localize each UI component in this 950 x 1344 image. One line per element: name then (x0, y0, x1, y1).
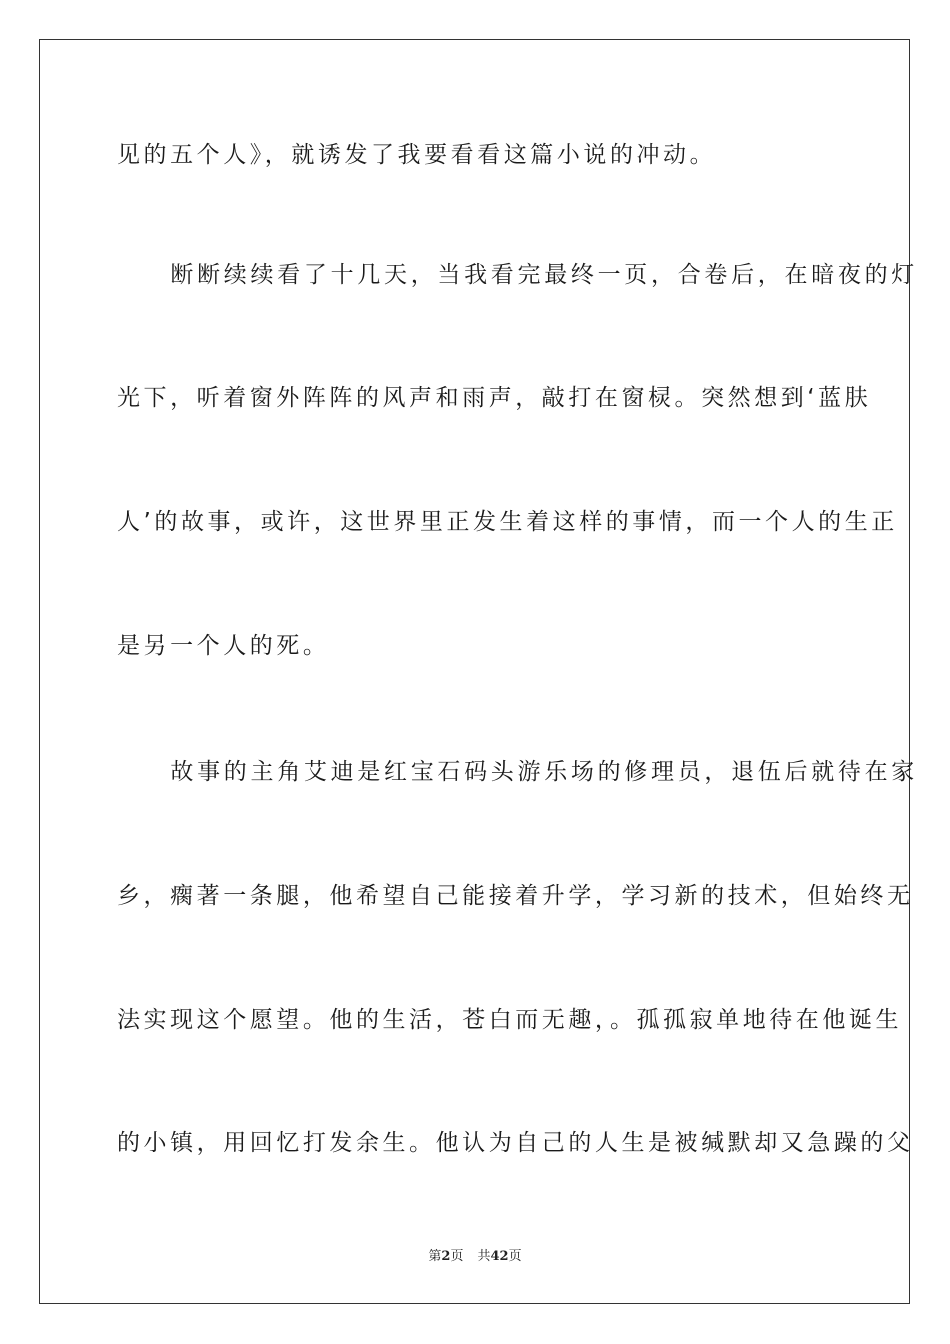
text-line: 故事的主角艾迪是红宝石码头游乐场的修理员，退伍后就待在家 (117, 759, 918, 785)
text-line: 的小镇，用回忆打发余生。他认为自己的人生是被缄默却又急躁的父 (117, 1130, 914, 1156)
page-suffix: 页 (450, 1249, 464, 1264)
page-prefix: 第 (428, 1249, 442, 1264)
text-line: 乡，瘸著一条腿，他希望自己能接着升学，学习新的技术，但始终无 (117, 883, 914, 909)
total-prefix: 共 (477, 1249, 491, 1264)
page-number: 2 (441, 1249, 451, 1264)
text-line: 光下，听着窗外阵阵的风声和雨声，敲打在窗棂。突然想到‘蓝肤 (117, 385, 872, 411)
text-line: 法实现这个愿望。他的生活，苍白而无趣，。孤孤寂单地待在他诞生 (117, 1007, 902, 1033)
text-line: 是另一个人的死。 (117, 633, 330, 659)
text-line: 见的五个人》，就诱发了我要看看这篇小说的冲动。 (117, 142, 717, 168)
text-line: 人’的故事，或许，这世界里正发生着这样的事情，而一个人的生正 (117, 509, 898, 535)
text-line: 断断续续看了十几天，当我看完最终一页，合卷后，在暗夜的灯 (117, 262, 918, 288)
page-footer (0, 1248, 950, 1266)
page-border (39, 39, 918, 1304)
total-suffix: 页 (508, 1249, 522, 1264)
total-pages: 42 (490, 1249, 509, 1264)
